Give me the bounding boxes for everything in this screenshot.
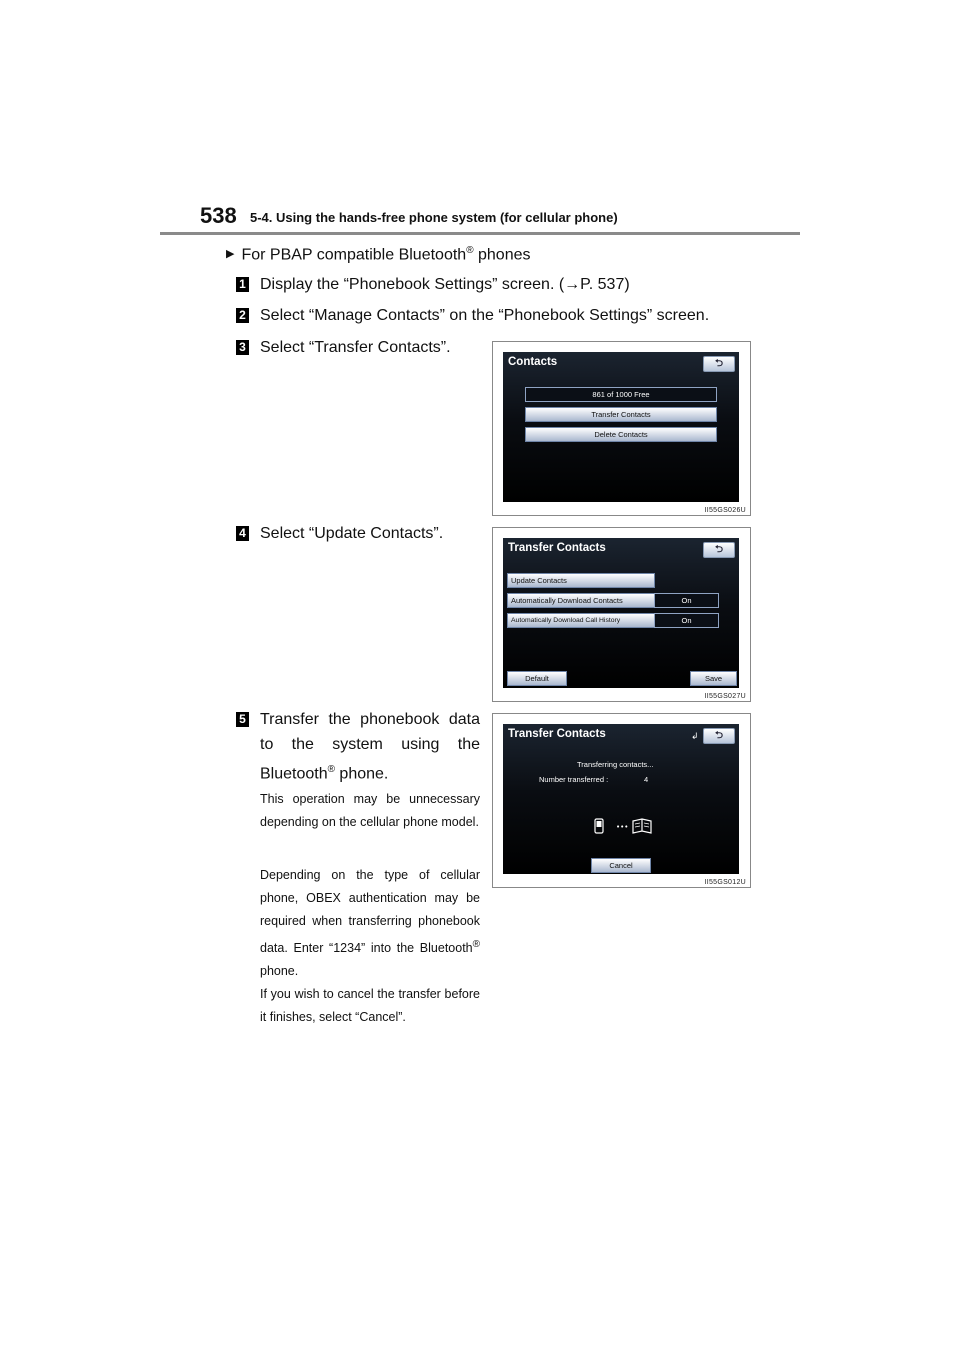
note-3: If you wish to cancel the transfer before it finishes, select “Cancel”. xyxy=(260,987,480,1024)
image-code: II55GS027U xyxy=(704,693,746,700)
signal-icon: ↲ xyxy=(691,731,699,741)
screenshot-transfer-settings xyxy=(492,527,751,702)
back-arrow-icon[interactable]: ⮌ xyxy=(703,728,735,744)
note-2-text: Depending on the type of cellular phone, OBEX authentication may be required when transferring phonebook data. Enter “1234” into the Bluetooth xyxy=(260,868,480,956)
transfer-status: Transferring contacts... xyxy=(577,760,654,769)
bullet-heading xyxy=(226,245,531,264)
transferring-screen xyxy=(503,724,739,874)
transferred-count-value: 4 xyxy=(644,775,649,784)
auto-download-contacts-button[interactable]: Automatically Download Contacts xyxy=(507,593,655,608)
step-number-3: 3 xyxy=(236,340,249,355)
step-5-text: Transfer the phonebook data to the system using the Bluetooth xyxy=(260,711,480,783)
step-text-3: Select “Transfer Contacts”. xyxy=(260,339,451,356)
step-text-1: Display the “Phonebook Settings” screen. (→P. 537) xyxy=(260,276,630,293)
registered-mark: ® xyxy=(466,245,474,256)
header-rule xyxy=(160,232,800,235)
delete-contacts-button[interactable]: Delete Contacts xyxy=(525,427,717,442)
phone-to-book-icon xyxy=(593,816,653,838)
step-number-1: 1 xyxy=(236,277,249,292)
registered-mark: ® xyxy=(327,764,335,775)
update-contacts-button[interactable]: Update Contacts xyxy=(507,573,655,588)
back-arrow-icon[interactable]: ⮌ xyxy=(703,542,735,558)
phone-screen xyxy=(597,821,602,827)
auto-download-contacts-value: On xyxy=(654,593,719,608)
screen-title: Transfer Contacts xyxy=(508,728,606,740)
page-number: 538 xyxy=(200,203,237,228)
contacts-screen xyxy=(503,352,739,502)
step-number-2: 2 xyxy=(236,308,249,323)
step-5-text-end: phone. xyxy=(334,765,389,783)
auto-download-history-button[interactable]: Automatically Download Call History xyxy=(507,613,655,628)
capacity-display: 861 of 1000 Free xyxy=(525,387,717,402)
step-text-5 xyxy=(260,707,480,786)
transfer-dots: ••• xyxy=(616,823,629,831)
save-button[interactable]: Save xyxy=(690,671,737,686)
note-2 xyxy=(260,864,480,983)
bullet-triangle-icon: ▶ xyxy=(226,248,235,261)
image-code: II55GS026U xyxy=(704,507,746,514)
screenshot-transferring xyxy=(492,713,751,888)
image-code: II55GS012U xyxy=(704,879,746,886)
screen-title: Contacts xyxy=(508,356,558,368)
step-text-2: Select “Manage Contacts” on the “Phonebook Settings” screen. xyxy=(260,307,710,324)
transfer-contacts-button[interactable]: Transfer Contacts xyxy=(525,407,717,422)
registered-mark: ® xyxy=(472,939,480,950)
screen-title: Transfer Contacts xyxy=(508,542,606,554)
bullet-text: For PBAP compatible Bluetooth xyxy=(241,246,467,264)
note-1: This operation may be unnecessary depending on the cellular phone model. xyxy=(260,792,480,829)
note-2-text-end: phone. xyxy=(260,964,299,979)
default-button[interactable]: Default xyxy=(507,671,567,686)
step-number-5: 5 xyxy=(236,712,249,727)
back-arrow-icon[interactable]: ⮌ xyxy=(703,356,735,372)
book-icon xyxy=(633,819,651,833)
section-title: 5-4. Using the hands-free phone system (for cellular phone) xyxy=(250,210,618,225)
step-text-4: Select “Update Contacts”. xyxy=(260,525,444,542)
transfer-settings-screen xyxy=(503,538,739,688)
transferred-count-label: Number transferred : xyxy=(539,775,609,784)
screenshot-contacts xyxy=(492,341,751,516)
bullet-text-end: phones xyxy=(473,246,531,264)
auto-download-history-value: On xyxy=(654,613,719,628)
cancel-button[interactable]: Cancel xyxy=(591,858,651,873)
step-number-4: 4 xyxy=(236,526,249,541)
